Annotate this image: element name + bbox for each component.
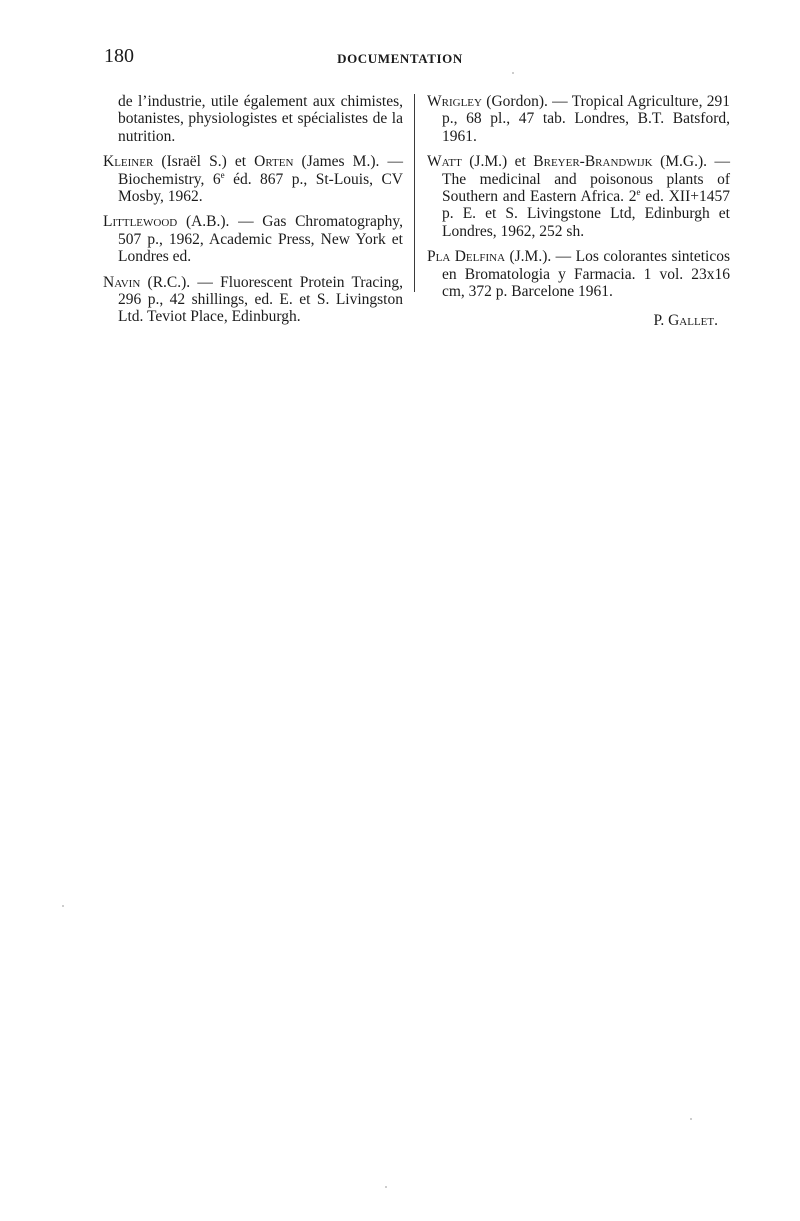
entry-author: Navin: [103, 273, 141, 291]
column-rule: [414, 94, 415, 292]
scan-speck: [62, 905, 64, 907]
left-column: [103, 93, 403, 334]
scan-speck: [385, 1186, 387, 1188]
right-column: [427, 93, 730, 330]
entry-author: Watt: [427, 153, 462, 171]
entry-text: (A.B.). — Gas Chromatography, 507 p., 1962, Academic Press, New York et Londres ed.: [118, 213, 403, 266]
signature-initial: P.: [653, 312, 665, 330]
entry-author: Kleiner: [103, 153, 154, 171]
entry-author: Breyer-Brandwijk: [533, 153, 653, 171]
bibliography-entry-littlewood: [103, 213, 403, 265]
entry-text: de l’industrie, utile également aux chimistes, botanistes, physiologistes et spécialistes de la nutrition.: [118, 93, 403, 145]
entry-author: Wrigley: [427, 93, 482, 110]
signature: [427, 312, 730, 329]
page-number: 180: [104, 45, 134, 67]
entry-text: (Israël S.) et: [161, 153, 247, 171]
entry-author: Pla Delfina: [427, 248, 506, 266]
entry-text: (R.C.). — Fluorescent Protein Tracing, 296 p., 42 shillings, ed. E. et S. Livingston Ltd. Teviot Place, Edinburgh.: [118, 273, 403, 326]
entry-text: (J.M.). — Los colorantes sinteticos en Bromatologia y Farmacia. 1 vol. 23x16 cm, 372 p. Barcelone 1961.: [442, 248, 731, 301]
bibliography-entry-continuation: [103, 93, 403, 145]
scan-speck: [690, 1118, 692, 1120]
bibliography-entry-navin: [103, 274, 403, 326]
entry-text: ed. XII+1457 p. E. et S. Livingstone Ltd, Edinburgh et Londres, 1962, 252 sh.: [442, 188, 730, 240]
entry-author: Littlewood: [103, 213, 178, 231]
bibliography-entry-kleiner: [103, 153, 403, 205]
signature-name: Gallet.: [668, 312, 718, 330]
bibliography-entry-watt: [427, 153, 730, 240]
superscript: e: [220, 169, 225, 180]
entry-text: (Gordon). — Tropical Agriculture, 291 p., 68 pl., 47 tab. Londres, B.T. Batsford, 1961.: [442, 93, 731, 145]
bibliography-entry-wrigley: [427, 93, 730, 145]
scan-speck: [512, 72, 514, 74]
bibliography-entry-pla-delfina: [427, 248, 730, 300]
entry-text: (J.M.) et: [469, 153, 526, 171]
entry-text: éd. 867 p., St-Louis, CV Mosby, 1962.: [118, 170, 403, 206]
entry-author: Orten: [254, 153, 294, 171]
superscript: e: [636, 186, 641, 197]
entry-text: (M.G.). — The medicinal and poisonous plants of Southern and Eastern Africa. 2: [442, 153, 730, 206]
entry-text: (James M.). — Biochemistry, 6: [118, 153, 403, 188]
running-head: DOCUMENTATION: [337, 51, 463, 66]
